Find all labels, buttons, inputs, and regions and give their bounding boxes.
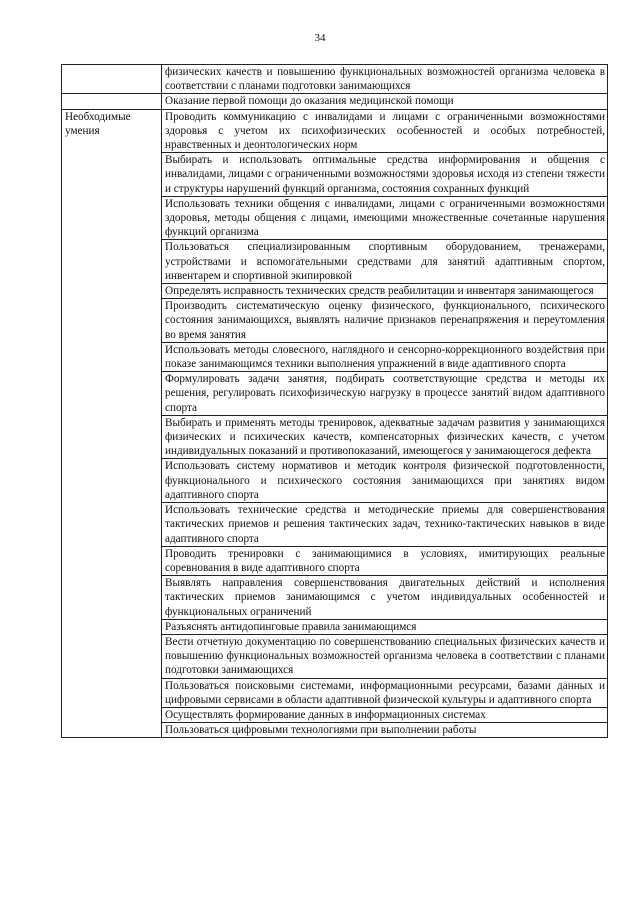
- label-cell-empty: [62, 94, 162, 109]
- skill-cell: Использовать систему нормативов и методик контроля физической подготовленности, функционального и психического состояния занимающихся при занятиях видом адаптивного спорта: [162, 459, 608, 503]
- skill-cell: Проводить тренировки с занимающимися в условиях, имитирующих реальные соревнования в виде адаптивного спорта: [162, 546, 608, 575]
- skill-cell: Пользоваться поисковыми системами, информационными ресурсами, базами данных и цифровыми сервисами в области адаптивной физической культуры и адаптивного спорта: [162, 678, 608, 707]
- skill-cell: Использовать технические средства и методические приемы для совершенствования тактических приемов и решения тактических задач, технико-тактических навыков в виде адаптивного спорта: [162, 503, 608, 547]
- section-label-cell: Необходимые умения: [62, 109, 162, 738]
- table-row: [62, 94, 608, 109]
- skill-cell: Использовать методы словесного, наглядного и сенсорно-коррекционного воздействия при показе занимающимся техники выполнения упражнений в виде адаптивного спорта: [162, 342, 608, 371]
- skill-cell: Выбирать и использовать оптимальные средства информирования и общения с инвалидами, лицами с ограниченными возможностями здоровья исходя из степени тяжести и структуры нарушений функций организма, состояния сохранных функций: [162, 153, 608, 197]
- skill-cell: Выявлять направления совершенствования двигательных действий и исполнения тактических приемов занимающимся с учетом индивидуальных особенностей и функциональных ограничений: [162, 576, 608, 620]
- skill-cell: Пользоваться специализированным спортивным оборудованием, тренажерами, устройствами и вспомогательными средствами для занятий адаптивным спортом, инвентарем и спортивной экипировкой: [162, 240, 608, 284]
- skill-cell: Производить систематическую оценку физического, функционального, психического состояния занимающихся, выявлять наличие признаков перенапряжения и переутомления во время занятия: [162, 299, 608, 343]
- requirements-table: [61, 64, 608, 738]
- skill-cell: Использовать техники общения с инвалидами, лицами с ограниченными возможностями здоровья, методы общения с лицами, имеющими множественные сочетанные нарушения функций организма: [162, 196, 608, 240]
- table-cell: Оказание первой помощи до оказания медицинской помощи: [162, 94, 608, 109]
- skill-cell: Проводить коммуникацию с инвалидами и лицами с ограниченными возможностями здоровья с учетом их психофизических особенностей и особых потребностей, нравственных и деонтологических норм: [162, 109, 608, 153]
- skill-cell: Разъяснять антидопинговые правила занимающимся: [162, 619, 608, 634]
- skill-cell: Пользоваться цифровыми технологиями при выполнении работы: [162, 723, 608, 738]
- skill-cell: Выбирать и применять методы тренировок, адекватные задачам развития у занимающихся физических и психических качеств, компенсаторных физических качеств, с учетом индивидуальных показаний и противопоказаний, имеющегося у занимающегося дефекта: [162, 415, 608, 459]
- table-cell: физических качеств и повышению функциональных возможностей организма человека в соответствии с планами подготовки занимающихся: [162, 65, 608, 94]
- page-number: 34: [314, 32, 326, 44]
- skill-cell: Осуществлять формирование данных в информационных системах: [162, 707, 608, 722]
- skill-cell: Определять исправность технических средств реабилитации и инвентаря занимающегося: [162, 284, 608, 299]
- label-cell-empty: [62, 65, 162, 94]
- table-row: [62, 65, 608, 94]
- skill-cell: Вести отчетную документацию по совершенствованию специальных физических качеств и повышению функциональных возможностей организма человека в соответствии с планами подготовки занимающихся: [162, 634, 608, 678]
- skill-cell: Формулировать задачи занятия, подбирать соответствующие средства и методы их решения, регулировать психофизическую нагрузку в процессе занятий видом адаптивного спорта: [162, 372, 608, 416]
- table-row: [62, 109, 608, 153]
